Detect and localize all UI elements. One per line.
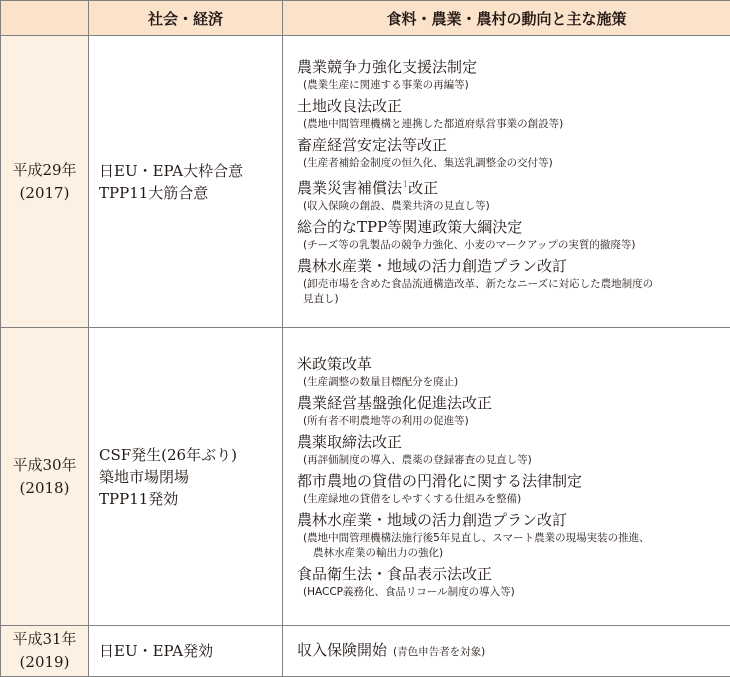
policies-cell bbox=[283, 626, 730, 677]
policies-cell bbox=[283, 36, 730, 328]
policy-title: 農業競争力強化支援法制定 bbox=[297, 57, 722, 78]
policy-note: (青色申告者を対象) bbox=[393, 646, 485, 658]
year-label: (2017) bbox=[1, 182, 88, 205]
policy-title: 都市農地の貸借の円滑化に関する法律制定 bbox=[297, 471, 722, 492]
events-cell bbox=[89, 36, 283, 328]
policy-note-line: 農林水産業の輸出力の強化) bbox=[303, 546, 722, 561]
policy-title bbox=[297, 174, 722, 199]
table-header-row bbox=[1, 1, 730, 36]
policy-note: (再評価制度の導入、農薬の登録審査の見直し等) bbox=[297, 453, 722, 468]
policy-note: (生産者補給金制度の恒久化、集送乳調整金の交付等) bbox=[297, 156, 722, 171]
policy-title: 食品衛生法・食品表示法改正 bbox=[297, 564, 722, 585]
policy-title: 農業経営基盤強化促進法改正 bbox=[297, 393, 722, 414]
policy-note-line: (農地中間管理機構法施行後5年見直し、スマート農業の現場実装の推進、 bbox=[303, 531, 722, 546]
event-item: 日EU・EPA大枠合意 bbox=[99, 160, 282, 182]
policy-note: (チーズ等の乳製品の競争力強化、小麦のマークアップの実質的撤廃等) bbox=[297, 238, 722, 253]
policy-note: (生産調整の数量目標配分を廃止) bbox=[297, 375, 722, 390]
policy-title-text: 収入保険開始 bbox=[297, 641, 387, 659]
policy-title: 畜産経営安定法等改正 bbox=[297, 135, 722, 156]
policy-title: 農薬取締法改正 bbox=[297, 432, 722, 453]
events-cell bbox=[89, 626, 283, 677]
year-label: (2018) bbox=[1, 477, 88, 500]
policy-title-text: 農業災害補償法 bbox=[297, 179, 402, 197]
event-item: 日EU・EPA発効 bbox=[99, 640, 282, 662]
policy-note-line: 見直し) bbox=[303, 292, 722, 307]
event-item: CSF発生(26年ぶり) bbox=[99, 444, 282, 466]
policies-cell bbox=[283, 328, 730, 626]
table-row-2019 bbox=[1, 626, 730, 677]
header-period bbox=[1, 1, 89, 36]
table-row-2017 bbox=[1, 36, 730, 328]
policy-note bbox=[297, 531, 722, 561]
year-cell bbox=[1, 328, 89, 626]
events-cell bbox=[89, 328, 283, 626]
policy-title: 米政策改革 bbox=[297, 354, 722, 375]
policy-note bbox=[297, 277, 722, 307]
footnote-marker: 1 bbox=[403, 180, 408, 189]
policy-note: (収入保険の創設、農業共済の見直し等) bbox=[297, 199, 722, 214]
year-cell bbox=[1, 626, 89, 677]
header-policies: 食料・農業・農村の動向と主な施策 bbox=[283, 1, 730, 36]
policy-note: (HACCP義務化、食品リコール制度の導入等) bbox=[297, 585, 722, 600]
policy-title: 農林水産業・地域の活力創造プラン改訂 bbox=[297, 256, 722, 277]
event-item: TPP11発効 bbox=[99, 488, 282, 510]
era-label: 平成30年 bbox=[1, 454, 88, 477]
policy-title: 農林水産業・地域の活力創造プラン改訂 bbox=[297, 510, 722, 531]
event-item: TPP11大筋合意 bbox=[99, 182, 282, 204]
policy-note: (所有者不明農地等の利用の促進等) bbox=[297, 414, 722, 429]
policy-note: (農業生産に関連する事業の再編等) bbox=[297, 78, 722, 93]
policy-title: 総合的なTPP等関連政策大綱決定 bbox=[297, 217, 722, 238]
era-label: 平成29年 bbox=[1, 159, 88, 182]
policy-title bbox=[297, 640, 722, 663]
policy-note: (生産緑地の貸借をしやすくする仕組みを整備) bbox=[297, 492, 722, 507]
policy-note: (農地中間管理機構と連携した都道府県営事業の創設等) bbox=[297, 117, 722, 132]
policy-note-line: (卸売市場を含めた食品流通構造改革、新たなニーズに対応した農地制度の bbox=[303, 277, 722, 292]
table-row-2018 bbox=[1, 328, 730, 626]
era-label: 平成31年 bbox=[1, 628, 88, 651]
year-cell bbox=[1, 36, 89, 328]
year-label: (2019) bbox=[1, 651, 88, 674]
policy-title: 土地改良法改正 bbox=[297, 96, 722, 117]
header-society-economy: 社会・経済 bbox=[89, 1, 283, 36]
policy-title-text: 改正 bbox=[408, 179, 438, 197]
event-item: 築地市場閉場 bbox=[99, 466, 282, 488]
